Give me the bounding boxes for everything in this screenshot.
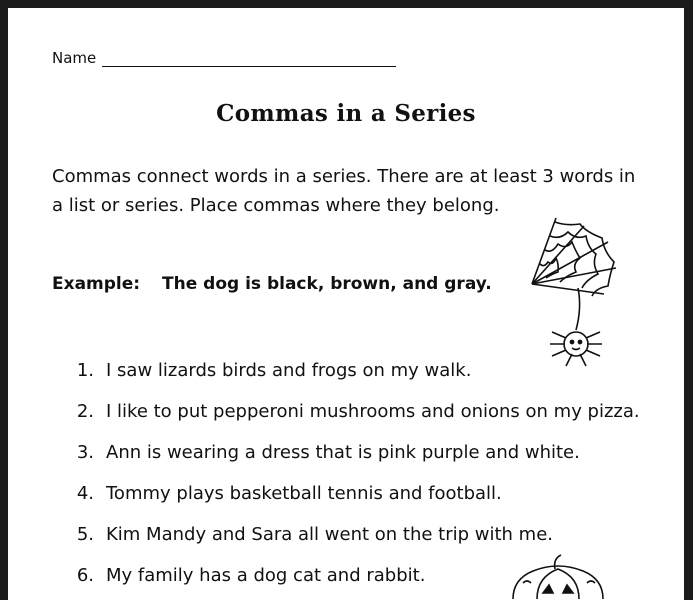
item-number: 6. xyxy=(76,565,94,586)
spider-web-icon xyxy=(526,212,622,372)
item-number: 1. xyxy=(76,360,94,381)
item-sentence: I saw lizards birds and frogs on my walk. xyxy=(106,360,472,381)
instructions-line-2: a list or series. Place commas where they belong. xyxy=(52,195,500,216)
item-sentence: Kim Mandy and Sara all went on the trip with me. xyxy=(106,524,554,545)
page-title: Commas in a Series xyxy=(216,100,476,127)
name-label: Name xyxy=(52,49,97,67)
item-number: 2. xyxy=(76,401,94,422)
jack-o-lantern-icon xyxy=(503,553,613,600)
name-field-row xyxy=(52,48,396,67)
instructions-line-1: Commas connect words in a series. There are at least 3 words in xyxy=(52,166,636,187)
worksheet-page xyxy=(8,8,684,600)
item-sentence: Tommy plays basketball tennis and football. xyxy=(106,483,502,504)
item-number: 3. xyxy=(76,442,94,463)
item-number: 5. xyxy=(76,524,94,545)
item-sentence: My family has a dog cat and rabbit. xyxy=(106,565,426,586)
item-number: 4. xyxy=(76,483,94,504)
example-label: Example: xyxy=(52,274,141,294)
example-row xyxy=(52,274,492,294)
name-blank-line xyxy=(102,48,396,67)
example-sentence: The dog is black, brown, and gray. xyxy=(162,274,492,294)
item-sentence: Ann is wearing a dress that is pink purple and white. xyxy=(106,442,580,463)
item-sentence: I like to put pepperoni mushrooms and onions on my pizza. xyxy=(106,401,640,422)
